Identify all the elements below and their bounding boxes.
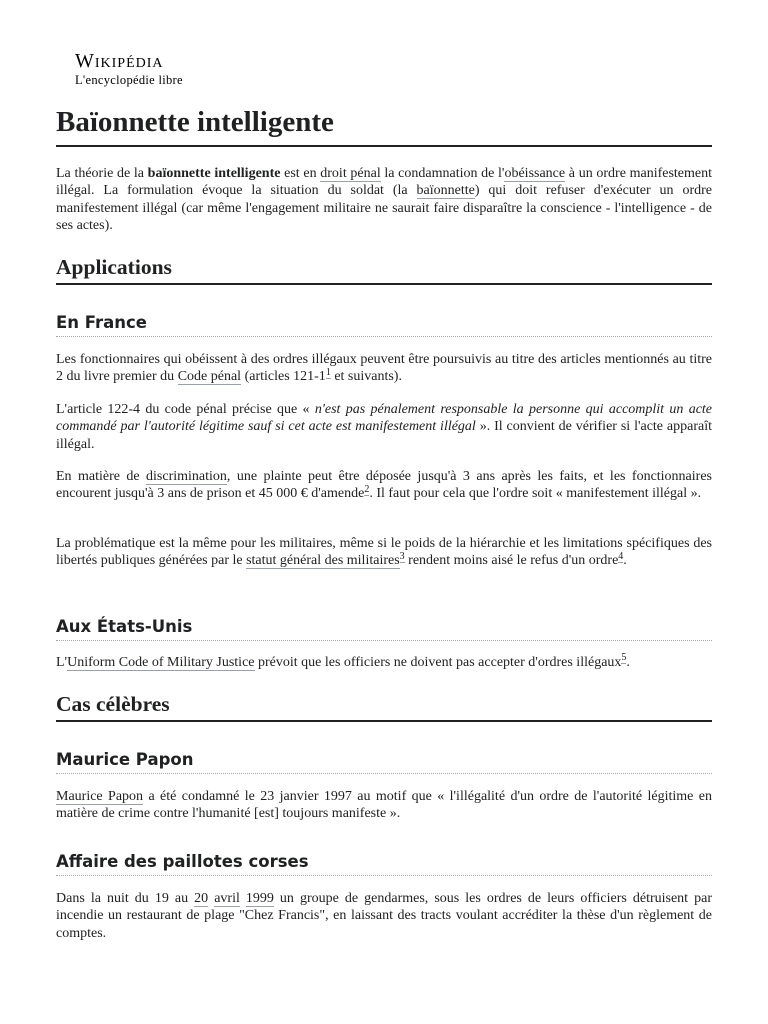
france-paragraph-2: [56, 401, 712, 453]
france-paragraph-1: [56, 351, 712, 386]
page-title: Baïonnette intelligente: [56, 100, 712, 147]
text: Dans la nuit du 19 au: [56, 891, 195, 906]
link-20[interactable]: 20: [194, 891, 209, 906]
text: .: [623, 553, 627, 569]
text: rendent moins aisé le refus d'un ordre: [404, 553, 619, 569]
france-paragraph-3: [56, 468, 712, 503]
text: un groupe de gendarmes, sous les ordres de leurs officiers détruisent par incendie un restaurant de plage "Chez Francis", en laissant des tracts voulant accréditer la thèse d'un règlement de comptes.: [56, 891, 712, 941]
text: prévoit que les officiers ne doivent pas accepter d'ordres illégaux: [254, 655, 622, 670]
link-code-penal[interactable]: Code pénal: [177, 369, 242, 385]
link-baionnette[interactable]: baïonnette: [416, 183, 475, 199]
text: Les fonctionnaires qui obéissent à des ordres illégaux peuvent être poursuivis au titre des articles mentionnés au titre 2 du livre premier du: [56, 352, 712, 385]
text: est en: [280, 166, 321, 181]
link-maurice-papon[interactable]: Maurice Papon: [56, 789, 144, 804]
text: ». Il convient de vérifier si l'acte apparaît illégal.: [56, 419, 712, 452]
text: , une plainte peut être déposée jusqu'à 3 ans après les faits, et les fonctionnaires encourent jusqu'à 3 ans de prison et 45 000 € d'amende: [56, 469, 712, 502]
france-paragraph-4: [56, 535, 712, 570]
text: [240, 891, 246, 906]
paillotes-paragraph-1: [56, 890, 712, 942]
text: et suivants).: [330, 369, 402, 385]
wikipedia-logo[interactable]: [75, 50, 183, 87]
text: à un ordre manifestement illégal. La formulation évoque la situation du soldat (la: [56, 166, 713, 199]
usa-paragraph-1: [56, 654, 712, 671]
logo-wordmark: Wikipédia: [75, 50, 164, 72]
text: En matière de: [56, 469, 147, 484]
bold-term: baïonnette intelligente: [147, 166, 281, 181]
link-1999[interactable]: 1999: [245, 891, 274, 906]
link-ucmj[interactable]: Uniform Code of Military Justice: [67, 655, 255, 670]
text: L': [56, 655, 68, 670]
link-droit-penal[interactable]: droit pénal: [320, 166, 381, 181]
text: La problématique est la même pour les militaires, même si le poids de la hiérarchie et les limitations spécifiques des libertés publiques générées par le: [56, 536, 712, 569]
section-heading-applications: Applications: [56, 251, 712, 285]
intro-paragraph: [56, 165, 712, 234]
subsection-heading-maurice-papon: Maurice Papon: [56, 747, 712, 774]
link-obeissance[interactable]: obéissance: [504, 166, 566, 181]
text: . Il faut pour cela que l'ordre soit « manifestement illégal ».: [369, 486, 702, 502]
subsection-heading-aux-etats-unis: Aux États-Unis: [56, 614, 712, 641]
reference-3[interactable]: 3: [399, 550, 405, 562]
link-discrimination[interactable]: discrimination: [146, 469, 227, 484]
text: a été condamné le 23 janvier 1997 au motif que « l'illégalité d'un ordre de l'autorité légitime en matière de crime contre l'humanité [est] toujours manifeste ».: [56, 789, 712, 822]
subsection-heading-en-france: En France: [56, 310, 712, 337]
text: L'article 122-4 du code pénal précise que «: [56, 402, 315, 417]
reference-1[interactable]: 1: [325, 366, 331, 378]
section-heading-cas-celebres: Cas célèbres: [56, 688, 712, 722]
text: ) qui doit refuser d'exécuter un ordre manifestement illégal (car même l'engagement militaire ne saurait faire disparaître la conscience - l'intelligence - de ses actes).: [56, 183, 712, 233]
text: la condamnation de l': [380, 166, 505, 181]
quote-italic: n'est pas pénalement responsable la personne qui accomplit un acte commandé par l'autorité légitime sauf si cet acte est manifestement illégal: [56, 402, 713, 435]
link-statut-general-militaires[interactable]: statut général des militaires: [246, 553, 400, 569]
reference-2[interactable]: 2: [364, 483, 370, 495]
text: La théorie de la: [56, 166, 148, 181]
papon-paragraph-1: [56, 788, 712, 823]
text: (articles 121-1: [241, 369, 326, 385]
logo-tagline: L'encyclopédie libre: [75, 73, 183, 87]
reference-4[interactable]: 4: [618, 550, 624, 562]
text: .: [626, 655, 630, 670]
reference-5[interactable]: 5: [621, 652, 627, 664]
link-avril[interactable]: avril: [214, 891, 240, 906]
subsection-heading-paillotes-corses: Affaire des paillotes corses: [56, 849, 712, 876]
